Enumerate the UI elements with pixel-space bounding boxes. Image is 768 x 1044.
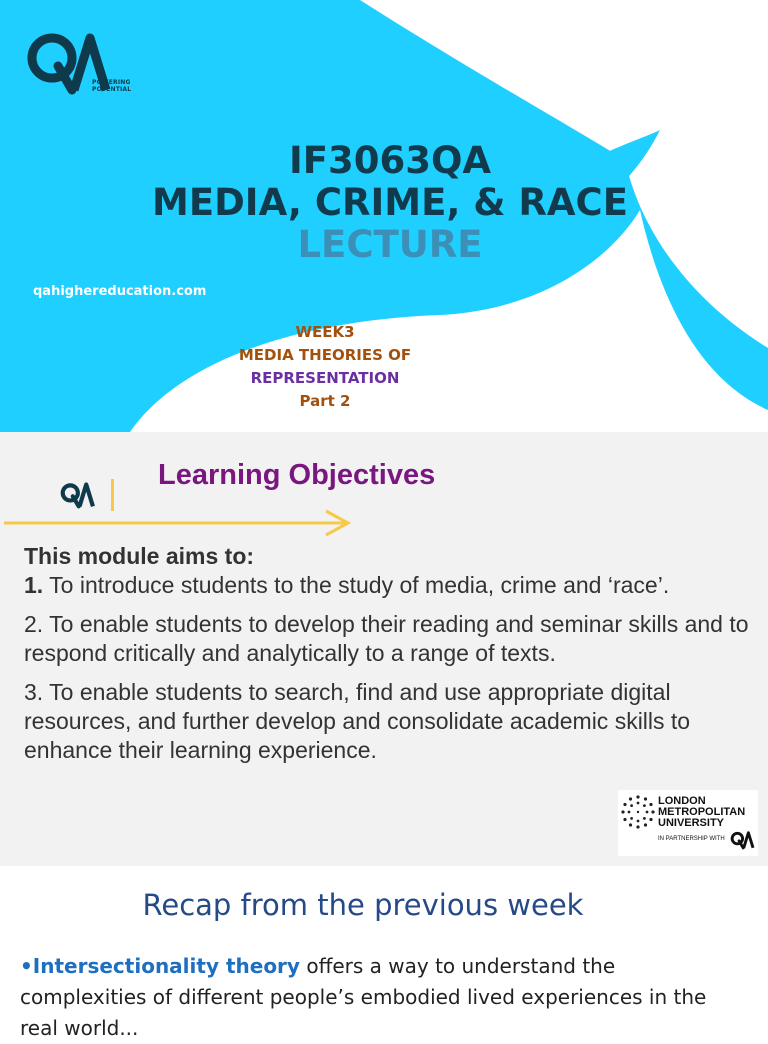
week-block: [220, 321, 430, 413]
lmu-line-3: UNIVERSITY: [658, 817, 725, 829]
part-label: Part 2: [299, 392, 351, 410]
learning-objectives-slide: [0, 432, 768, 866]
qa-small-logo-icon: [58, 482, 96, 508]
recap-text: offers a way to understand the complexities of different people’s embodied lived experiences in the real world...: [20, 954, 707, 1040]
lmu-line-1: LONDON: [658, 795, 706, 807]
recap-slide: [0, 866, 768, 1040]
objective-item: [24, 571, 764, 600]
partner-logo: [618, 790, 758, 856]
topic-line-1: MEDIA THEORIES OF: [238, 346, 412, 364]
objective-text: To enable students to develop their reading and seminar skills and to respond critically and analytically to a range of texts.: [24, 611, 749, 666]
tagline-line-2: POTENTIAL: [92, 86, 132, 93]
arrow-right-icon: [0, 508, 360, 538]
course-title-block: [150, 140, 630, 266]
course-code: IF3063QA: [288, 139, 492, 182]
objective-text: To introduce students to the study of media, crime and ‘race’.: [43, 572, 670, 598]
lmu-name: [658, 796, 745, 829]
partnership-text: IN PARTNERSHIP WITH: [658, 836, 725, 842]
tagline-line-1: POWERING: [92, 79, 131, 86]
website-text: qahighereducation.com: [33, 284, 207, 299]
objective-item: [24, 610, 764, 668]
bullet-marker: •: [20, 954, 33, 978]
objective-number: 2.: [24, 611, 44, 637]
topic-line-2: REPRESENTATION: [250, 369, 400, 387]
qa-partner-logo-icon: [730, 831, 754, 849]
lmu-line-2: METROPOLITAN: [658, 806, 746, 818]
objective-text: To enable students to search, find and use appropriate digital resources, and further develop and consolidate academic skills to enhance their learning experience.: [24, 679, 691, 763]
objective-number: 3.: [24, 679, 44, 705]
objectives-body: [24, 542, 764, 775]
lmu-emblem-icon: [620, 794, 656, 830]
objectives-lead: This module aims to:: [24, 543, 255, 569]
objective-number: 1.: [24, 572, 44, 598]
slide-title: Learning Objectives: [158, 459, 436, 491]
course-type: LECTURE: [297, 223, 483, 266]
objective-item: [24, 678, 764, 765]
key-term: Intersectionality theory: [32, 954, 300, 978]
title-slide: [0, 0, 768, 432]
course-title: MEDIA, CRIME, & RACE: [152, 181, 628, 224]
recap-body: [20, 951, 740, 1044]
accent-divider: [111, 479, 114, 511]
week-label: WEEK3: [295, 323, 355, 341]
slide-title: Recap from the previous week: [142, 888, 584, 922]
qa-tagline: [92, 79, 131, 93]
